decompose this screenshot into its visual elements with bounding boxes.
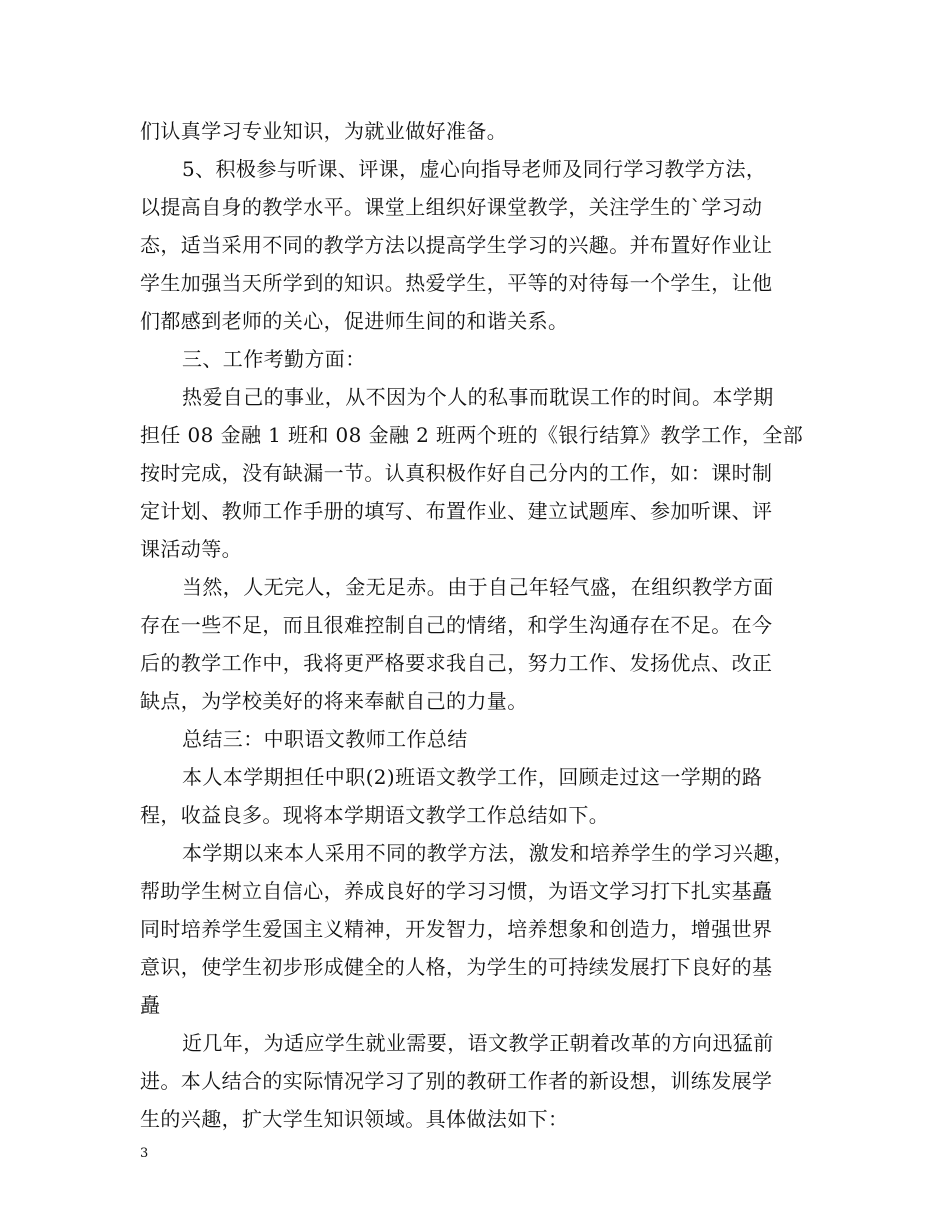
text-line: 意识，使学生初步形成健全的人格，为学生的可持续发展打下良好的基	[140, 955, 773, 979]
text-line: 态，适当采用不同的教学方法以提高学生学习的兴趣。并布置好作业让	[140, 233, 773, 257]
text-line: 后的教学工作中，我将更严格要求我自己，努力工作、发扬优点、改正	[140, 651, 773, 675]
text-line: 课活动等。	[140, 537, 242, 561]
text-line: 担任 08 金融 1 班和 08 金融 2 班两个班的《银行结算》教学工作，全部	[140, 423, 804, 447]
text-line: 按时完成，没有缺漏一节。认真积极作好自己分内的工作，如：课时制	[140, 461, 773, 485]
text-line: 5、积极参与听课、评课，虚心向指导老师及同行学习教学方法，	[182, 157, 767, 181]
text-line: 们都感到老师的关心，促进师生间的和谐关系。	[140, 309, 569, 333]
text-line: 同时培养学生爱国主义精神，开发智力，培养想象和创造力，增强世界	[140, 917, 773, 941]
text-line: 缺点，为学校美好的将来奉献自己的力量。	[140, 689, 528, 713]
text-line: 帮助学生树立自信心，养成良好的学习习惯，为语文学习打下扎实基矗	[140, 879, 773, 903]
text-line: 以提高自身的教学水平。课堂上组织好课堂教学，关注学生的`学习动	[140, 195, 763, 219]
text-line: 本学期以来本人采用不同的教学方法，激发和培养学生的学习兴趣，	[182, 841, 794, 865]
text-line: 近几年，为适应学生就业需要，语文教学正朝着改革的方向迅猛前	[182, 1031, 774, 1055]
text-line: 矗	[140, 993, 161, 1017]
text-line: 本人本学期担任中职(2)班语文教学工作，回顾走过这一学期的路	[182, 765, 763, 789]
text-line: 们认真学习专业知识，为就业做好准备。	[140, 119, 508, 143]
text-line: 程，收益良多。现将本学期语文教学工作总结如下。	[140, 803, 610, 827]
section-heading: 总结三：中职语文教师工作总结	[182, 727, 468, 751]
text-line: 当然，人无完人，金无足赤。由于自己年轻气盛，在组织教学方面	[182, 575, 774, 599]
text-line: 定计划、教师工作手册的填写、布置作业、建立试题库、参加听课、评	[140, 499, 773, 523]
section-heading: 三、工作考勤方面：	[182, 347, 366, 371]
text-line: 生的兴趣，扩大学生知识领域。具体做法如下：	[140, 1107, 569, 1131]
text-line: 进。本人结合的实际情况学习了别的教研工作者的新设想，训练发展学	[140, 1069, 773, 1093]
text-line: 存在一些不足，而且很难控制自己的情绪，和学生沟通存在不足。在今	[140, 613, 773, 637]
text-line: 学生加强当天所学到的知识。热爱学生，平等的对待每一个学生，让他	[140, 271, 773, 295]
page-number: 3	[140, 1146, 149, 1161]
text-line: 热爱自己的事业，从不因为个人的私事而耽误工作的时间。本学期	[182, 385, 774, 409]
